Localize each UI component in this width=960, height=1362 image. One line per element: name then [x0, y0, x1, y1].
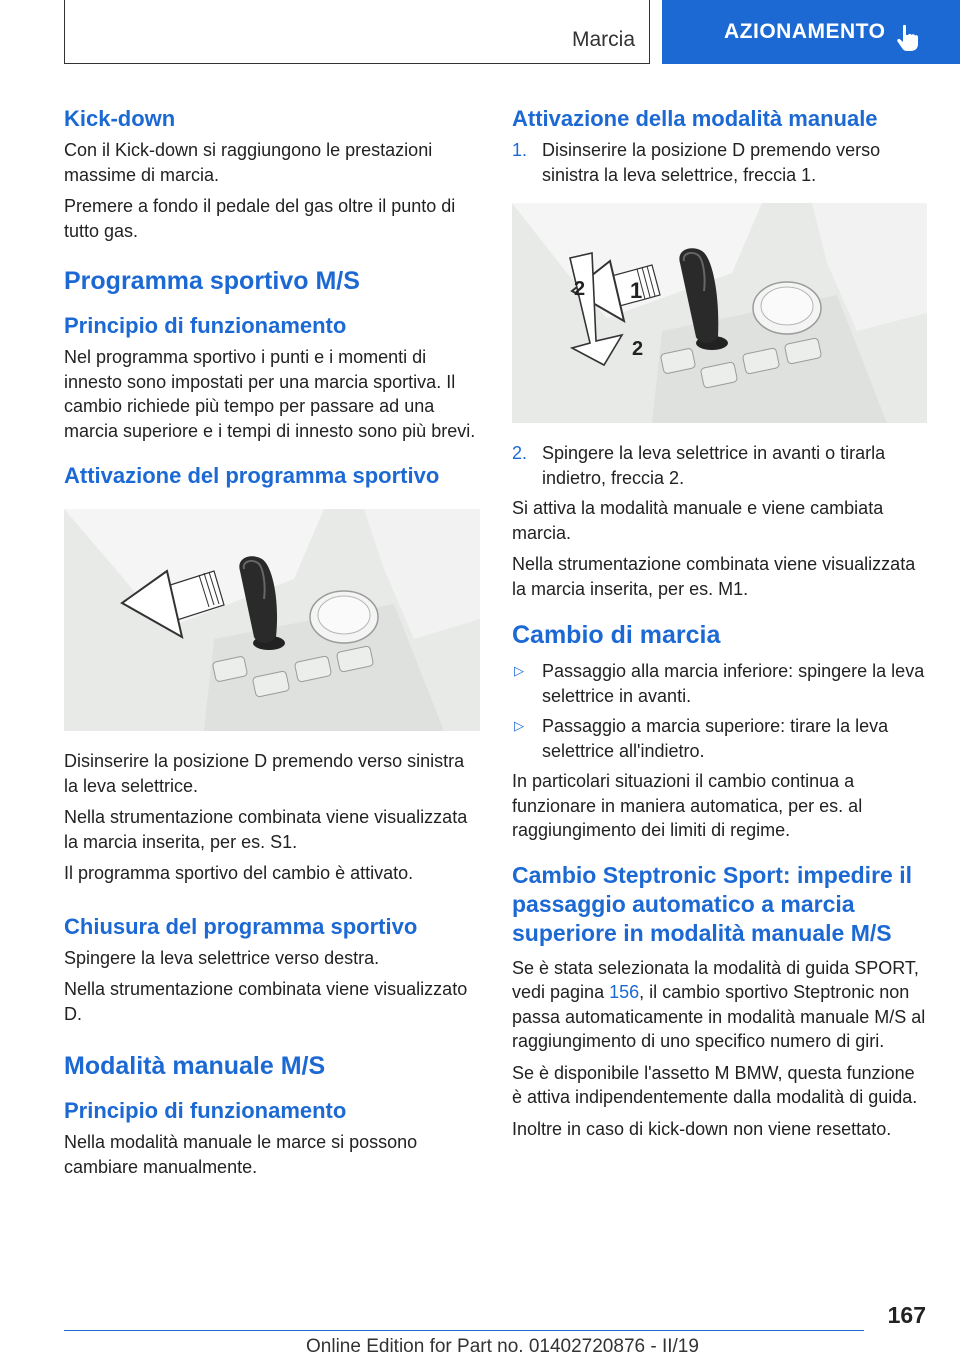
gear-change-bullet-2 — [512, 714, 927, 763]
sport-close-heading: Chiusura del programma sportivo — [64, 913, 418, 939]
manual-activation-text-1: Si attiva la modalità manuale e viene cambiata marcia. — [512, 498, 884, 543]
steptronic-text-2: Se è disponibile l'assetto M BMW, questa funzione è attiva indipendentemente dalla modalità di guida. — [512, 1062, 918, 1107]
gear-selector-illustration — [64, 509, 480, 731]
steptronic-text-1-end: , il cambio sportivo Steptronic non passa automaticamente in modalità manuale M/S al raggiungimento di uno specifico numero di giri. — [512, 982, 926, 1051]
manual-principle-heading: Principio di funzionamento — [64, 1098, 347, 1123]
sport-activation-text-1: Disinserire la posizione D premendo verso sinistra la leva selettrice. — [64, 751, 465, 796]
gear-change-bullet-1 — [512, 659, 927, 708]
manual-activation-text-2: Nella strumentazione combinata viene visualizzata la marcia inserita, per es. M1. — [512, 554, 916, 599]
gear-change-bullet-2-text: Passaggio a marcia superiore: tirare la leva selettrice all'indietro. — [542, 716, 889, 761]
steptronic-text-3: Inoltre in caso di kick-down non viene resettato. — [512, 1118, 892, 1139]
gear-change-heading: Cambio di marcia — [512, 621, 721, 649]
gear-selector-figure-left — [64, 509, 480, 731]
step-2-text: Spingere la leva selettrice in avanti o tirarla indietro, freccia 2. — [542, 443, 886, 488]
page-number: 167 — [887, 1302, 926, 1328]
footer-divider — [64, 1330, 864, 1331]
steptronic-heading: Cambio Steptronic Sport: impedire il passaggio automatico a marcia superiore in modalità manuale M/S — [512, 861, 912, 946]
step-1-text: Disinserire la posizione D premendo verso sinistra la leva selettrice, freccia 1. — [542, 140, 881, 185]
arrow-2-label-top: 2 — [574, 278, 586, 300]
manual-principle-text: Nella modalità manuale le marce si possono cambiare manualmente. — [64, 1132, 418, 1177]
kickdown-text-1: Con il Kick-down si raggiungono le prestazioni massime di marcia. — [64, 140, 433, 185]
gear-selector-figure-right — [512, 203, 927, 423]
step-1-number: 1. — [512, 140, 528, 160]
kickdown-text-2: Premere a fondo il pedale del gas oltre il punto di tutto gas. — [64, 196, 456, 241]
gear-selector-arrows-illustration — [512, 203, 927, 423]
gear-change-bullet-1-text: Passaggio alla marcia inferiore: spingere la leva selettrice in avanti. — [542, 661, 925, 706]
left-column — [64, 100, 482, 1186]
chapter-tab[interactable] — [662, 0, 960, 64]
chapter-title: AZIONAMENTO — [724, 20, 886, 43]
kickdown-heading: Kick-down — [64, 106, 176, 131]
manual-mode-heading: Modalità manuale M/S — [64, 1052, 326, 1080]
sport-activation-heading: Attivazione del programma sportivo — [64, 463, 440, 488]
right-column — [512, 100, 927, 1148]
steptronic-text-1 — [512, 956, 927, 1054]
manual-activation-heading: Attivazione della modalità manuale — [512, 106, 878, 131]
sport-principle-text: Nel programma sportivo i punti e i momenti di innesto sono impostati per una marcia sportiva. Il cambio richiede più tempo per passare ad una marcia superiore e i tempi di innesto sono più brevi. — [64, 347, 476, 441]
edition-text: Online Edition for Part no. 01402720876 - II/19 — [306, 1336, 699, 1357]
page-156-link[interactable]: 156 — [609, 982, 640, 1002]
sport-principle-heading: Principio di funzionamento — [64, 313, 347, 338]
step-2 — [512, 441, 927, 490]
steptronic-text-1-start: Se è stata selezionata la modalità di guida SPORT, vedi pagina — [512, 957, 919, 1002]
sport-activation-text-2: Nella strumentazione combinata viene visualizzata la marcia inserita, per es. S1. — [64, 807, 468, 852]
step-2-number: 2. — [512, 443, 528, 463]
triangle-bullet-icon: ▷ — [514, 663, 524, 678]
sport-activation-text-3: Il programma sportivo del cambio è attivato. — [64, 863, 414, 883]
arrow-1-label: 1 — [630, 278, 643, 303]
step-1 — [512, 138, 927, 187]
sport-close-text-2: Nella strumentazione combinata viene visualizzato D. — [64, 979, 468, 1024]
sport-program-heading: Programma sportivo M/S — [64, 267, 360, 295]
header-frame — [64, 0, 650, 64]
sport-close-text-1: Spingere la leva selettrice verso destra. — [64, 947, 380, 968]
gear-change-text: In particolari situazioni il cambio continua a funzionare in maniera automatica, per es. al raggiungimento dei limiti di regime. — [512, 771, 863, 840]
section-title: Marcia — [571, 28, 635, 51]
triangle-bullet-icon: ▷ — [514, 718, 524, 733]
pointing-hand-icon — [894, 24, 920, 52]
arrow-2-label-bottom: 2 — [632, 338, 644, 360]
